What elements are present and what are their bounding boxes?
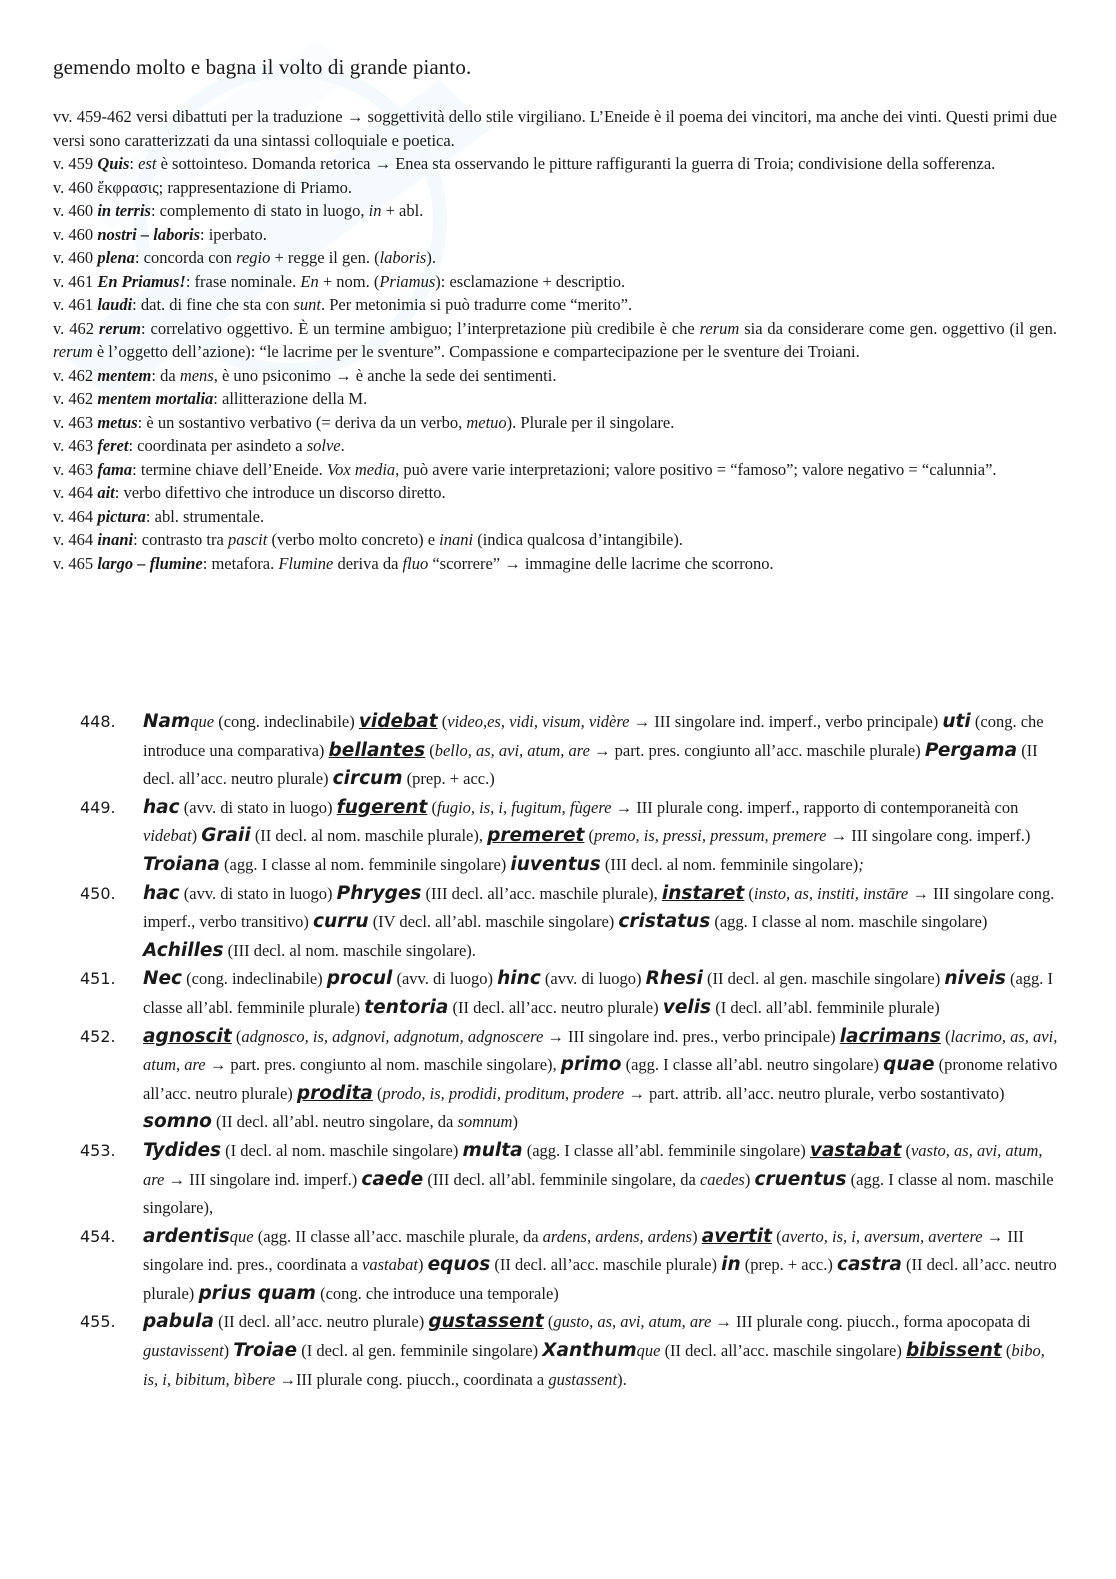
text-run: , è uno psiconimo → è anche la sede dei sentimenti. (213, 365, 557, 385)
text-run: (agg. II classe all’acc. maschile plurale, da (253, 1226, 543, 1246)
paradigm-text: videbat (143, 826, 192, 846)
text-run: vv. 459-462 versi dibattuti per la traduzione → soggettività dello stile virgiliano. L’Eneide è il poema dei vincitori, ma anche dei vinti. Questi primi due versi sono caratterizzati da una sintassi colloquiale e poetica. (53, 107, 1057, 150)
text-run: (agg. I classe all’abl. neutro singolare) (621, 1055, 884, 1075)
text-run: ) (417, 1255, 428, 1275)
text-run: → III singolare cong. imperf.) (826, 826, 1031, 846)
latin-term: mentem mortalia (97, 389, 214, 408)
text-run: (cong. indeclinabile) (214, 712, 359, 731)
latin-word: hac (143, 882, 180, 904)
text-run: (verbo molto concreto) e (267, 530, 440, 549)
paradigm-text: que (229, 1226, 254, 1246)
text-run: ) (512, 1112, 518, 1132)
latin-term: largo – flumine (97, 553, 203, 573)
latin-word: Achilles (143, 939, 224, 961)
latin-word: Troiana (143, 853, 220, 875)
note-line (53, 199, 1057, 223)
note-line (53, 270, 1057, 294)
text-run: v. 462 (53, 365, 98, 385)
latin-term: inani (97, 530, 134, 549)
text-run: : abl. strumentale. (145, 506, 265, 526)
text-run: v. 462 (53, 318, 99, 338)
paradigm-text: bibo, is, i, bibitum, bìbere (143, 1341, 1045, 1389)
note-line (53, 364, 1057, 388)
text-run: ) (692, 1226, 702, 1246)
text-run: + regge il gen. ( (270, 248, 380, 267)
text-run: v. 460 (53, 224, 98, 244)
text-run: ( (744, 883, 754, 903)
text-run: ( (425, 740, 435, 760)
text-run: (cong. indeclinabile) (182, 969, 327, 989)
text-run: : termine chiave dell’Eneide. (132, 459, 327, 479)
text-run: v. 463 (53, 459, 98, 479)
text-run: : allitterazione della M. (213, 389, 368, 408)
verse-item (80, 1137, 1060, 1223)
italic-term: laboris (379, 248, 427, 267)
text-run: (agg. I classe all’abl. femminile plurale) (143, 969, 1054, 1017)
verse-number: 450. (80, 883, 116, 903)
verse-analysis (143, 1023, 1060, 1137)
paradigm-text: somnum (457, 1112, 513, 1132)
verse-analysis (143, 1308, 1060, 1394)
italic-term: est (138, 154, 157, 173)
text-run: v. 464 (53, 483, 98, 502)
text-run: (I decl. al gen. femminile singolare) (297, 1341, 543, 1361)
verse-item (80, 965, 1060, 1022)
verse-analysis (143, 794, 1060, 880)
text-run: : correlativo oggettivo. È un termine ambiguo; l’interpretazione più credibile è che (141, 318, 700, 338)
text-run: (agg. I classe al nom. maschile singolare) (710, 912, 988, 932)
text-run: : concorda con (134, 248, 237, 267)
latin-word: multa (462, 1139, 523, 1161)
italic-term: inani (439, 530, 474, 549)
latin-word: pabula (143, 1311, 214, 1333)
verse-number: 455. (80, 1312, 116, 1332)
text-run: (III decl. all’acc. maschile plurale), (421, 883, 662, 903)
text-run: v. 463 (53, 436, 98, 455)
text-run: (II decl. all’acc. neutro plurale) (213, 1312, 429, 1332)
verb-word: agnoscit (143, 1025, 232, 1047)
text-run: v. 464 (53, 506, 98, 526)
text-run: (III decl. al nom. femminile singolare) (600, 854, 859, 874)
note-line (53, 317, 1057, 364)
verse-item (80, 880, 1060, 966)
latin-word: tentoria (364, 996, 449, 1018)
verb-word: gustassent (428, 1311, 544, 1333)
text-run: v. 460 ἔκφρασις; rappresentazione di Priamo. (53, 177, 353, 197)
verse-item (80, 708, 1060, 794)
latin-word: niveis (944, 968, 1006, 990)
latin-word: curru (313, 911, 369, 933)
latin-word: primo (560, 1054, 622, 1076)
text-run: : coordinata per asindeto a (128, 436, 307, 455)
verb-word: lacrimans (839, 1025, 941, 1047)
text-run: : contrasto tra (133, 530, 228, 549)
text-run: v. 465 (53, 553, 98, 573)
verse-item (80, 1223, 1060, 1309)
text-run: (II decl. all’acc. neutro plurale) (143, 740, 1038, 789)
latin-word: velis (662, 996, 712, 1018)
paradigm-text: que (190, 712, 215, 731)
verb-word: bellantes (328, 739, 426, 761)
text-run: (avv. di luogo) (392, 969, 498, 989)
italic-term: sunt (293, 295, 321, 314)
text-run: ) (744, 1169, 755, 1189)
latin-word: Troiae (233, 1340, 298, 1362)
text-run: ( (437, 712, 448, 731)
verse-number: 452. (80, 1026, 116, 1046)
text-run: ( (543, 1312, 554, 1332)
text-run: (II decl. all’acc. maschile singolare) (660, 1341, 906, 1361)
verse-analysis (143, 708, 1060, 794)
paradigm-text: insto, as, institi, instāre (753, 883, 909, 903)
text-run: (II decl. all’acc. maschile plurale) (490, 1255, 722, 1275)
text-run: ). (426, 248, 436, 267)
text-run: (II decl. al gen. maschile singolare) (702, 969, 945, 989)
italic-term: Vox media (326, 459, 396, 479)
latin-term: ait (97, 483, 115, 502)
text-run: , può avere varie interpretazioni; valore positivo = “famoso”; valore negativo = “calunnia”. (395, 459, 997, 479)
text-run: v. 462 (53, 389, 98, 408)
text-run: è l’oggetto dell’azione): “le lacrime per le sventure”. Compassione e compartecipazione per le sventure dei Troiani. (92, 342, 860, 361)
latin-word: Phryges (336, 882, 422, 904)
text-run: v. 461 (53, 271, 98, 291)
italic-term: En (300, 271, 319, 291)
text-run: (cong. che introduce una temporale) (315, 1283, 559, 1303)
latin-word: hinc (497, 968, 541, 990)
italic-term: Priamus (379, 271, 436, 291)
text-run: + abl. (381, 201, 424, 220)
latin-term: Quis (97, 154, 130, 173)
paradigm-text: vasto, as, avi, atum, are (143, 1140, 1043, 1189)
verb-word: instaret (661, 882, 745, 904)
note-line (53, 434, 1057, 458)
verb-word: prodita (296, 1082, 373, 1104)
text-run: → III singolare ind. pres., verbo principale) (543, 1026, 840, 1046)
latin-word: in (721, 1254, 741, 1276)
text-run: (indica qualcosa d’intangibile). (473, 530, 683, 549)
verse-item (80, 1308, 1060, 1394)
latin-word: Xanthum (542, 1340, 637, 1362)
text-run: → III singolare cong. imperf., verbo transitivo) (143, 883, 1055, 932)
verb-word: bibissent (905, 1340, 1002, 1362)
text-run: (II decl. all’acc. neutro plurale) (448, 997, 663, 1017)
text-run: : frase nominale. (185, 271, 301, 291)
text-run: . (340, 436, 345, 455)
latin-term: mentem (97, 365, 152, 385)
text-run: : complemento di stato in luogo, (150, 201, 369, 220)
paradigm-text: adgnosco, is, adgnovi, adgnotum, adgnoscere (241, 1026, 544, 1046)
text-run: : iperbato. (200, 224, 267, 244)
paradigm-text: gustavissent (143, 1341, 224, 1361)
text-run: v. 464 (53, 530, 98, 549)
latin-word: Tydides (143, 1139, 222, 1161)
verb-word: videbat (358, 711, 438, 732)
latin-word: circum (332, 768, 403, 790)
text-run: v. 460 (53, 201, 98, 220)
text-run: ( (584, 826, 594, 846)
text-run: deriva da (333, 553, 403, 573)
paradigm-text: gusto, as, avi, atum, are (553, 1312, 712, 1332)
text-run: è sottointeso. Domanda retorica → Enea sta osservando le pitture raffiguranti la guerra di Troia; condivisione della sofferenza. (156, 154, 996, 173)
note-line (53, 293, 1057, 317)
text-run: ) (191, 826, 202, 846)
text-run: “scorrere” → immagine delle lacrime che scorrono. (428, 553, 774, 573)
text-run: (IV decl. all’abl. maschile singolare) (368, 912, 619, 932)
latin-word: prius quam (198, 1282, 316, 1304)
paradigm-text: gustassent (548, 1369, 618, 1389)
text-run: (avv. di stato in luogo) (179, 883, 337, 903)
latin-term: feret (97, 436, 129, 455)
verse-analysis (143, 965, 1060, 1022)
text-run: → part. pres. congiunto al nom. maschile singolare), (205, 1055, 561, 1075)
text-run: (cong. che introduce una comparativa) (143, 712, 1044, 760)
note-line (53, 246, 1057, 270)
verb-word: vastabat (809, 1139, 902, 1161)
note-line (53, 387, 1057, 411)
text-run: (prep. + acc.) (402, 769, 495, 789)
latin-word: caede (361, 1168, 424, 1190)
text-run: (II decl. all’abl. neutro singolare, da (211, 1112, 458, 1132)
text-run: ): esclamazione + descriptio. (435, 271, 626, 291)
text-run: : verbo difettivo che introduce un discorso diretto. (114, 483, 446, 502)
text-run: : metafora. (202, 553, 279, 573)
text-run: → part. pres. congiunto all’acc. maschile plurale) (589, 740, 925, 760)
italic-term: pascit (227, 530, 268, 549)
text-run: (avv. di stato in luogo) (179, 797, 337, 817)
note-line (53, 505, 1057, 529)
latin-term: laudi (97, 295, 133, 314)
italic-term: regio (236, 248, 271, 267)
latin-term: fama (97, 459, 133, 479)
paradigm-text: video,es, vidi, visum, vidère (447, 712, 630, 731)
latin-word: castra (836, 1254, 902, 1276)
paradigm-text: ; (858, 854, 864, 874)
latin-word: Graii (201, 825, 251, 847)
verse-analysis (143, 1223, 1060, 1309)
text-run: → III plurale cong. imperf., rapporto di contemporaneità con (611, 797, 1019, 817)
text-run: : (129, 154, 139, 173)
verse-item (80, 1023, 1060, 1137)
text-run: → III singolare ind. imperf., verbo principale) (629, 712, 943, 731)
paradigm-text: vastabat (362, 1255, 418, 1275)
latin-term: plena (97, 248, 135, 267)
note-line (53, 481, 1057, 505)
text-run: v. 463 (53, 412, 98, 432)
text-run: (avv. di luogo) (540, 969, 646, 989)
verse-analysis (143, 880, 1060, 966)
verse-number: 454. (80, 1226, 116, 1246)
note-line (53, 152, 1057, 176)
latin-word: Nec (143, 968, 182, 990)
note-line (53, 223, 1057, 247)
text-run: . Per metonimia si può tradurre come “merito”. (320, 295, 633, 314)
text-run: ( (427, 797, 437, 817)
text-run: (agg. I classe all’abl. femminile singolare) (522, 1140, 810, 1160)
text-run: (III decl. al nom. maschile singolare). (223, 940, 476, 960)
paradigm-text: que (636, 1341, 661, 1361)
latin-term: pictura (97, 506, 146, 526)
verse-analysis-list (80, 708, 1060, 1394)
latin-term: in terris (97, 201, 151, 220)
text-run: sia da considerare come gen. oggettivo (il gen. (739, 318, 1058, 338)
text-run: → III plurale cong. piucch., forma apocopata di (711, 1312, 1031, 1332)
text-run: : da (151, 365, 180, 385)
latin-word: procul (326, 968, 393, 990)
latin-word: uti (942, 711, 971, 732)
latin-word: iuventus (510, 853, 601, 875)
verb-word: avertit (701, 1225, 772, 1247)
text-run: (II decl. al nom. maschile plurale), (250, 826, 488, 846)
verse-item (80, 794, 1060, 880)
verb-word: fugerent (336, 796, 428, 818)
latin-word: somno (143, 1111, 212, 1133)
verse-number: 451. (80, 969, 116, 989)
paradigm-text: fugio, is, i, fugitum, fùgere (437, 797, 612, 817)
paradigm-text: caedes (699, 1169, 745, 1189)
text-run: (agg. I classe al nom. femminile singolare) (219, 854, 511, 874)
latin-term: En Priamus! (97, 271, 186, 291)
text-run: (pronome relativo all’acc. neutro plurale) (143, 1055, 1058, 1103)
text-run: → part. attrib. all’acc. neutro plurale, verbo sostantivato) (624, 1083, 1005, 1103)
italic-term: rerum (53, 342, 93, 361)
latin-term: rerum (98, 318, 142, 338)
text-run: ) (223, 1341, 234, 1361)
text-run: v. 460 (53, 248, 98, 267)
note-line (53, 176, 1057, 200)
latin-word: cristatus (618, 911, 711, 933)
text-run: → III singolare ind. pres., coordinata a (143, 1226, 1024, 1275)
text-run: (II decl. all’acc. neutro plurale) (143, 1255, 1057, 1303)
paradigm-text: ardens, ardens, ardens (542, 1226, 693, 1246)
verb-word: premeret (487, 825, 585, 847)
latin-word: hac (143, 796, 180, 818)
italic-term: Flumine (278, 553, 334, 573)
note-line (53, 105, 1057, 152)
verse-number: 449. (80, 797, 116, 817)
latin-word: ardentis (143, 1225, 230, 1247)
italic-term: metuo (466, 412, 507, 432)
text-run: ( (1001, 1341, 1012, 1361)
text-run: (agg. I classe al nom. maschile singolare), (143, 1169, 1054, 1218)
paradigm-text: bello, as, avi, atum, are (434, 740, 590, 760)
note-line (53, 552, 1057, 576)
note-line (53, 411, 1057, 435)
verse-number: 448. (80, 712, 116, 731)
latin-word: Rhesi (645, 968, 703, 990)
italic-term: mens (179, 365, 214, 385)
text-run: → III singolare ind. imperf.) (164, 1169, 362, 1189)
latin-word: equos (427, 1254, 491, 1276)
verse-analysis (143, 1137, 1060, 1223)
continued-translation-line: gemendo molto e bagna il volto di grande pianto. (53, 55, 472, 79)
text-run: ( (901, 1140, 911, 1160)
text-run: ( (231, 1026, 242, 1046)
paradigm-text: averto, is, i, aversum, avertere (781, 1226, 983, 1246)
latin-word: Nam (143, 711, 191, 732)
italic-term: in (368, 201, 382, 220)
text-run: v. 461 (53, 295, 98, 314)
verse-number: 453. (80, 1140, 116, 1160)
text-run: (III decl. all’abl. femminile singolare, da (423, 1169, 700, 1189)
text-run: ). Plurale per il singolare. (506, 412, 675, 432)
latin-word: Pergama (924, 739, 1018, 761)
paradigm-text: prodo, is, prodidi, proditum, prodere (382, 1083, 625, 1103)
text-run: (I decl. all’abl. femminile plurale) (711, 997, 940, 1017)
text-run: + nom. ( (318, 271, 380, 291)
text-run: : è un sostantivo verbativo (= deriva da un verbo, (137, 412, 467, 432)
latin-term: nostri – laboris (97, 224, 201, 244)
paradigm-text: premo, is, pressi, pressum, premere (593, 826, 827, 846)
text-run: (I decl. al nom. maschile singolare) (221, 1140, 463, 1160)
verse-notes (53, 105, 1057, 575)
text-run: →III plurale cong. piucch., coordinata a (275, 1369, 549, 1389)
text-run: (prep. + acc.) (740, 1255, 837, 1275)
note-line (53, 458, 1057, 482)
latin-word: cruentus (754, 1168, 847, 1190)
text-run: ( (940, 1026, 951, 1046)
text-run: ). (617, 1369, 627, 1389)
latin-word: quae (883, 1054, 935, 1076)
italic-term: fluo (402, 553, 429, 573)
text-run: : dat. di fine che sta con (132, 295, 294, 314)
paradigm-text: lacrimo, as, avi, atum, are (143, 1026, 1058, 1075)
latin-term: metus (97, 412, 138, 432)
italic-term: solve (306, 436, 341, 455)
note-line (53, 528, 1057, 552)
text-run: ( (372, 1083, 383, 1103)
text-run: v. 459 (53, 154, 98, 173)
text-run: ( (771, 1226, 782, 1246)
italic-term: rerum (699, 318, 740, 338)
